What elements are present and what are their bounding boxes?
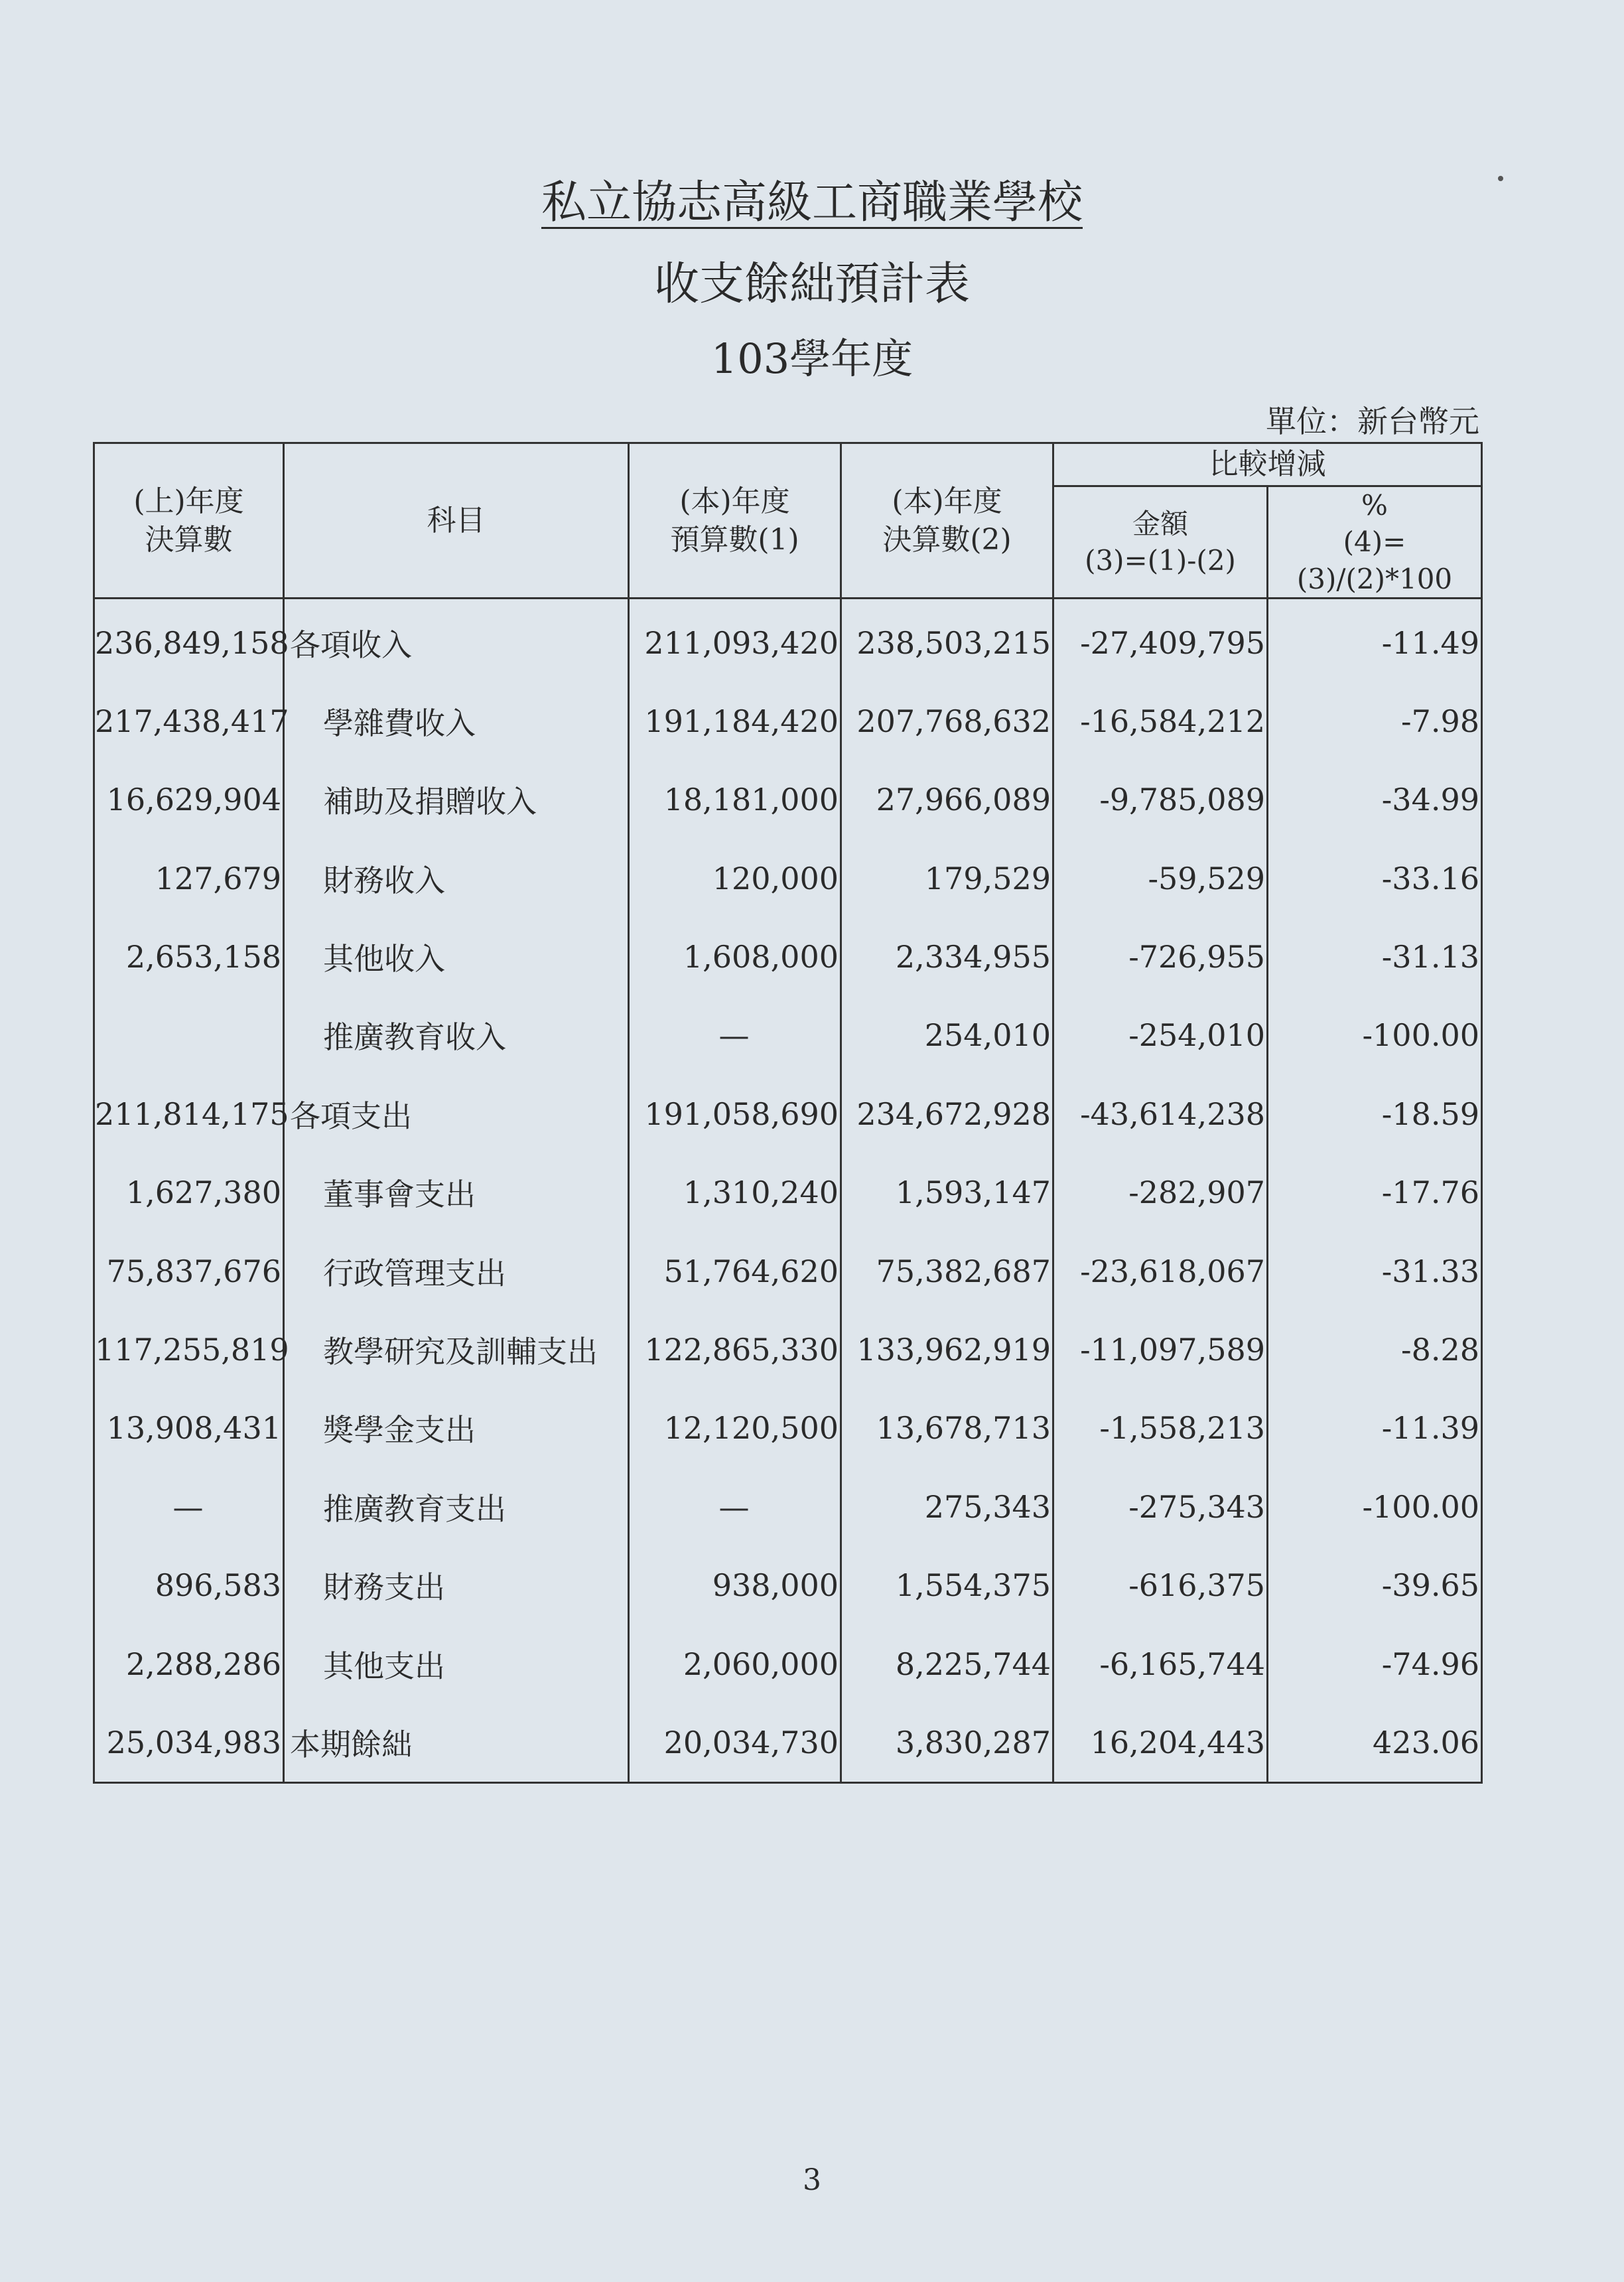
cell-actual: 75,382,687 — [841, 1232, 1053, 1310]
cell-percent: -7.98 — [1268, 682, 1482, 760]
cell-item: 教學研究及訓輔支出 — [284, 1311, 629, 1389]
cell-diff: -254,010 — [1053, 996, 1268, 1074]
cell-item: 獎學金支出 — [284, 1389, 629, 1467]
cell-budget: 20,034,730 — [629, 1703, 841, 1783]
header-actual-line2: 決算數(2) — [882, 522, 1012, 557]
cell-actual: 27,966,089 — [841, 760, 1053, 839]
cell-budget: 51,764,620 — [629, 1232, 841, 1310]
cell-percent: -11.49 — [1268, 599, 1482, 682]
school-name: 私立協志高級工商職業學校 — [541, 177, 1083, 229]
cell-budget: 122,865,330 — [629, 1311, 841, 1389]
cell-percent: -100.00 — [1268, 1468, 1482, 1546]
header-percent-line1: % — [1361, 489, 1388, 522]
cell-percent: -74.96 — [1268, 1624, 1482, 1703]
cell-budget: 938,000 — [629, 1546, 841, 1624]
cell-item: 財務收入 — [284, 839, 629, 917]
page-number: 3 — [803, 2163, 821, 2197]
header-prev-actual — [94, 443, 284, 599]
table-row — [94, 1703, 1482, 1783]
cell-prev-actual: 211,814,175 — [94, 1075, 284, 1153]
cell-budget: 1,310,240 — [629, 1153, 841, 1232]
cell-budget: 120,000 — [629, 839, 841, 917]
page-title — [0, 177, 1624, 229]
header-percent-line2: (4)=(3)/(2)*100 — [1296, 526, 1453, 595]
header-amount-line2: (3)=(1)-(2) — [1085, 544, 1236, 577]
cell-prev-actual — [94, 996, 284, 1074]
cell-budget: 211,093,420 — [629, 599, 841, 682]
cell-percent: -33.16 — [1268, 839, 1482, 917]
cell-diff: -23,618,067 — [1053, 1232, 1268, 1310]
table-row — [94, 1624, 1482, 1703]
cell-prev-actual: 117,255,819 — [94, 1311, 284, 1389]
cell-item: 推廣教育收入 — [284, 996, 629, 1074]
cell-prev-actual: 2,288,286 — [94, 1624, 284, 1703]
cell-prev-actual: 75,837,676 — [94, 1232, 284, 1310]
cell-percent: -31.33 — [1268, 1232, 1482, 1310]
cell-prev-actual: 2,653,158 — [94, 918, 284, 996]
cell-budget: 2,060,000 — [629, 1624, 841, 1703]
cell-actual: 275,343 — [841, 1468, 1053, 1546]
table-row — [94, 1468, 1482, 1546]
cell-diff: -59,529 — [1053, 839, 1268, 917]
cell-diff: -9,785,089 — [1053, 760, 1268, 839]
header-amount-line1: 金額 — [1132, 507, 1188, 540]
cell-percent: -8.28 — [1268, 1311, 1482, 1389]
cell-actual: 2,334,955 — [841, 918, 1053, 996]
cell-diff: 16,204,443 — [1053, 1703, 1268, 1783]
header-item: 科目 — [284, 443, 629, 599]
header-percent — [1268, 486, 1482, 599]
header-actual — [841, 443, 1053, 599]
cell-percent: -39.65 — [1268, 1546, 1482, 1624]
cell-item: 各項收入 — [284, 599, 629, 682]
cell-diff: -616,375 — [1053, 1546, 1268, 1624]
table-body — [94, 599, 1482, 1783]
cell-budget: — — [629, 996, 841, 1074]
cell-prev-actual: 236,849,158 — [94, 599, 284, 682]
cell-prev-actual: 16,629,904 — [94, 760, 284, 839]
cell-diff: -1,558,213 — [1053, 1389, 1268, 1467]
cell-actual: 1,554,375 — [841, 1546, 1053, 1624]
cell-percent: -17.76 — [1268, 1153, 1482, 1232]
table-row — [94, 682, 1482, 760]
cell-prev-actual: 217,438,417 — [94, 682, 284, 760]
table-row — [94, 1546, 1482, 1624]
cell-prev-actual: 25,034,983 — [94, 1703, 284, 1783]
cell-actual: 8,225,744 — [841, 1624, 1053, 1703]
cell-item: 其他支出 — [284, 1624, 629, 1703]
cell-diff: -27,409,795 — [1053, 599, 1268, 682]
cell-prev-actual: 13,908,431 — [94, 1389, 284, 1467]
cell-budget: 191,058,690 — [629, 1075, 841, 1153]
cell-item: 學雜費收入 — [284, 682, 629, 760]
cell-item: 推廣教育支出 — [284, 1468, 629, 1546]
budget-table — [93, 442, 1483, 1784]
cell-percent: -100.00 — [1268, 996, 1482, 1074]
cell-prev-actual: — — [94, 1468, 284, 1546]
table-row — [94, 839, 1482, 917]
cell-percent: 423.06 — [1268, 1703, 1482, 1783]
academic-year: 103學年度 — [710, 334, 914, 383]
cell-prev-actual: 1,627,380 — [94, 1153, 284, 1232]
cell-diff: -16,584,212 — [1053, 682, 1268, 760]
header-prev-actual-line2: 決算數 — [145, 522, 233, 557]
cell-actual: 133,962,919 — [841, 1311, 1053, 1389]
header-compare: 比較增減 — [1053, 443, 1482, 486]
header-budget — [629, 443, 841, 599]
cell-item: 行政管理支出 — [284, 1232, 629, 1310]
cell-budget: — — [629, 1468, 841, 1546]
header-actual-line1: (本)年度 — [892, 484, 1002, 518]
cell-item: 財務支出 — [284, 1546, 629, 1624]
page-subtitle: 收支餘絀預計表 — [653, 258, 970, 311]
table-row — [94, 599, 1482, 682]
cell-actual: 254,010 — [841, 996, 1053, 1074]
cell-actual: 3,830,287 — [841, 1703, 1053, 1783]
cell-diff: -6,165,744 — [1053, 1624, 1268, 1703]
cell-actual: 13,678,713 — [841, 1389, 1053, 1467]
cell-diff: -43,614,238 — [1053, 1075, 1268, 1153]
currency-unit: 單位：新台幣元 — [1266, 403, 1479, 439]
cell-prev-actual: 896,583 — [94, 1546, 284, 1624]
cell-actual: 234,672,928 — [841, 1075, 1053, 1153]
header-budget-line2: 預算數(1) — [670, 522, 799, 557]
header-amount — [1053, 486, 1268, 599]
table-row — [94, 1311, 1482, 1389]
table-row — [94, 1153, 1482, 1232]
cell-percent: -34.99 — [1268, 760, 1482, 839]
cell-percent: -31.13 — [1268, 918, 1482, 996]
table-row — [94, 1389, 1482, 1467]
cell-item: 董事會支出 — [284, 1153, 629, 1232]
cell-actual: 238,503,215 — [841, 599, 1053, 682]
cell-budget: 18,181,000 — [629, 760, 841, 839]
cell-percent: -11.39 — [1268, 1389, 1482, 1467]
header-budget-line1: (本)年度 — [679, 484, 790, 518]
cell-actual: 179,529 — [841, 839, 1053, 917]
table-row — [94, 918, 1482, 996]
table-row — [94, 996, 1482, 1074]
table-row — [94, 1075, 1482, 1153]
cell-item: 其他收入 — [284, 918, 629, 996]
cell-diff: -11,097,589 — [1053, 1311, 1268, 1389]
cell-budget: 12,120,500 — [629, 1389, 841, 1467]
cell-actual: 1,593,147 — [841, 1153, 1053, 1232]
table-row — [94, 760, 1482, 839]
cell-diff: -282,907 — [1053, 1153, 1268, 1232]
cell-actual: 207,768,632 — [841, 682, 1053, 760]
cell-item: 補助及捐贈收入 — [284, 760, 629, 839]
cell-diff: -726,955 — [1053, 918, 1268, 996]
header-prev-actual-line1: (上)年度 — [133, 484, 244, 518]
table-row — [94, 1232, 1482, 1310]
cell-budget: 191,184,420 — [629, 682, 841, 760]
cell-percent: -18.59 — [1268, 1075, 1482, 1153]
cell-item: 各項支出 — [284, 1075, 629, 1153]
cell-item: 本期餘絀 — [284, 1703, 629, 1783]
cell-diff: -275,343 — [1053, 1468, 1268, 1546]
cell-budget: 1,608,000 — [629, 918, 841, 996]
cell-prev-actual: 127,679 — [94, 839, 284, 917]
